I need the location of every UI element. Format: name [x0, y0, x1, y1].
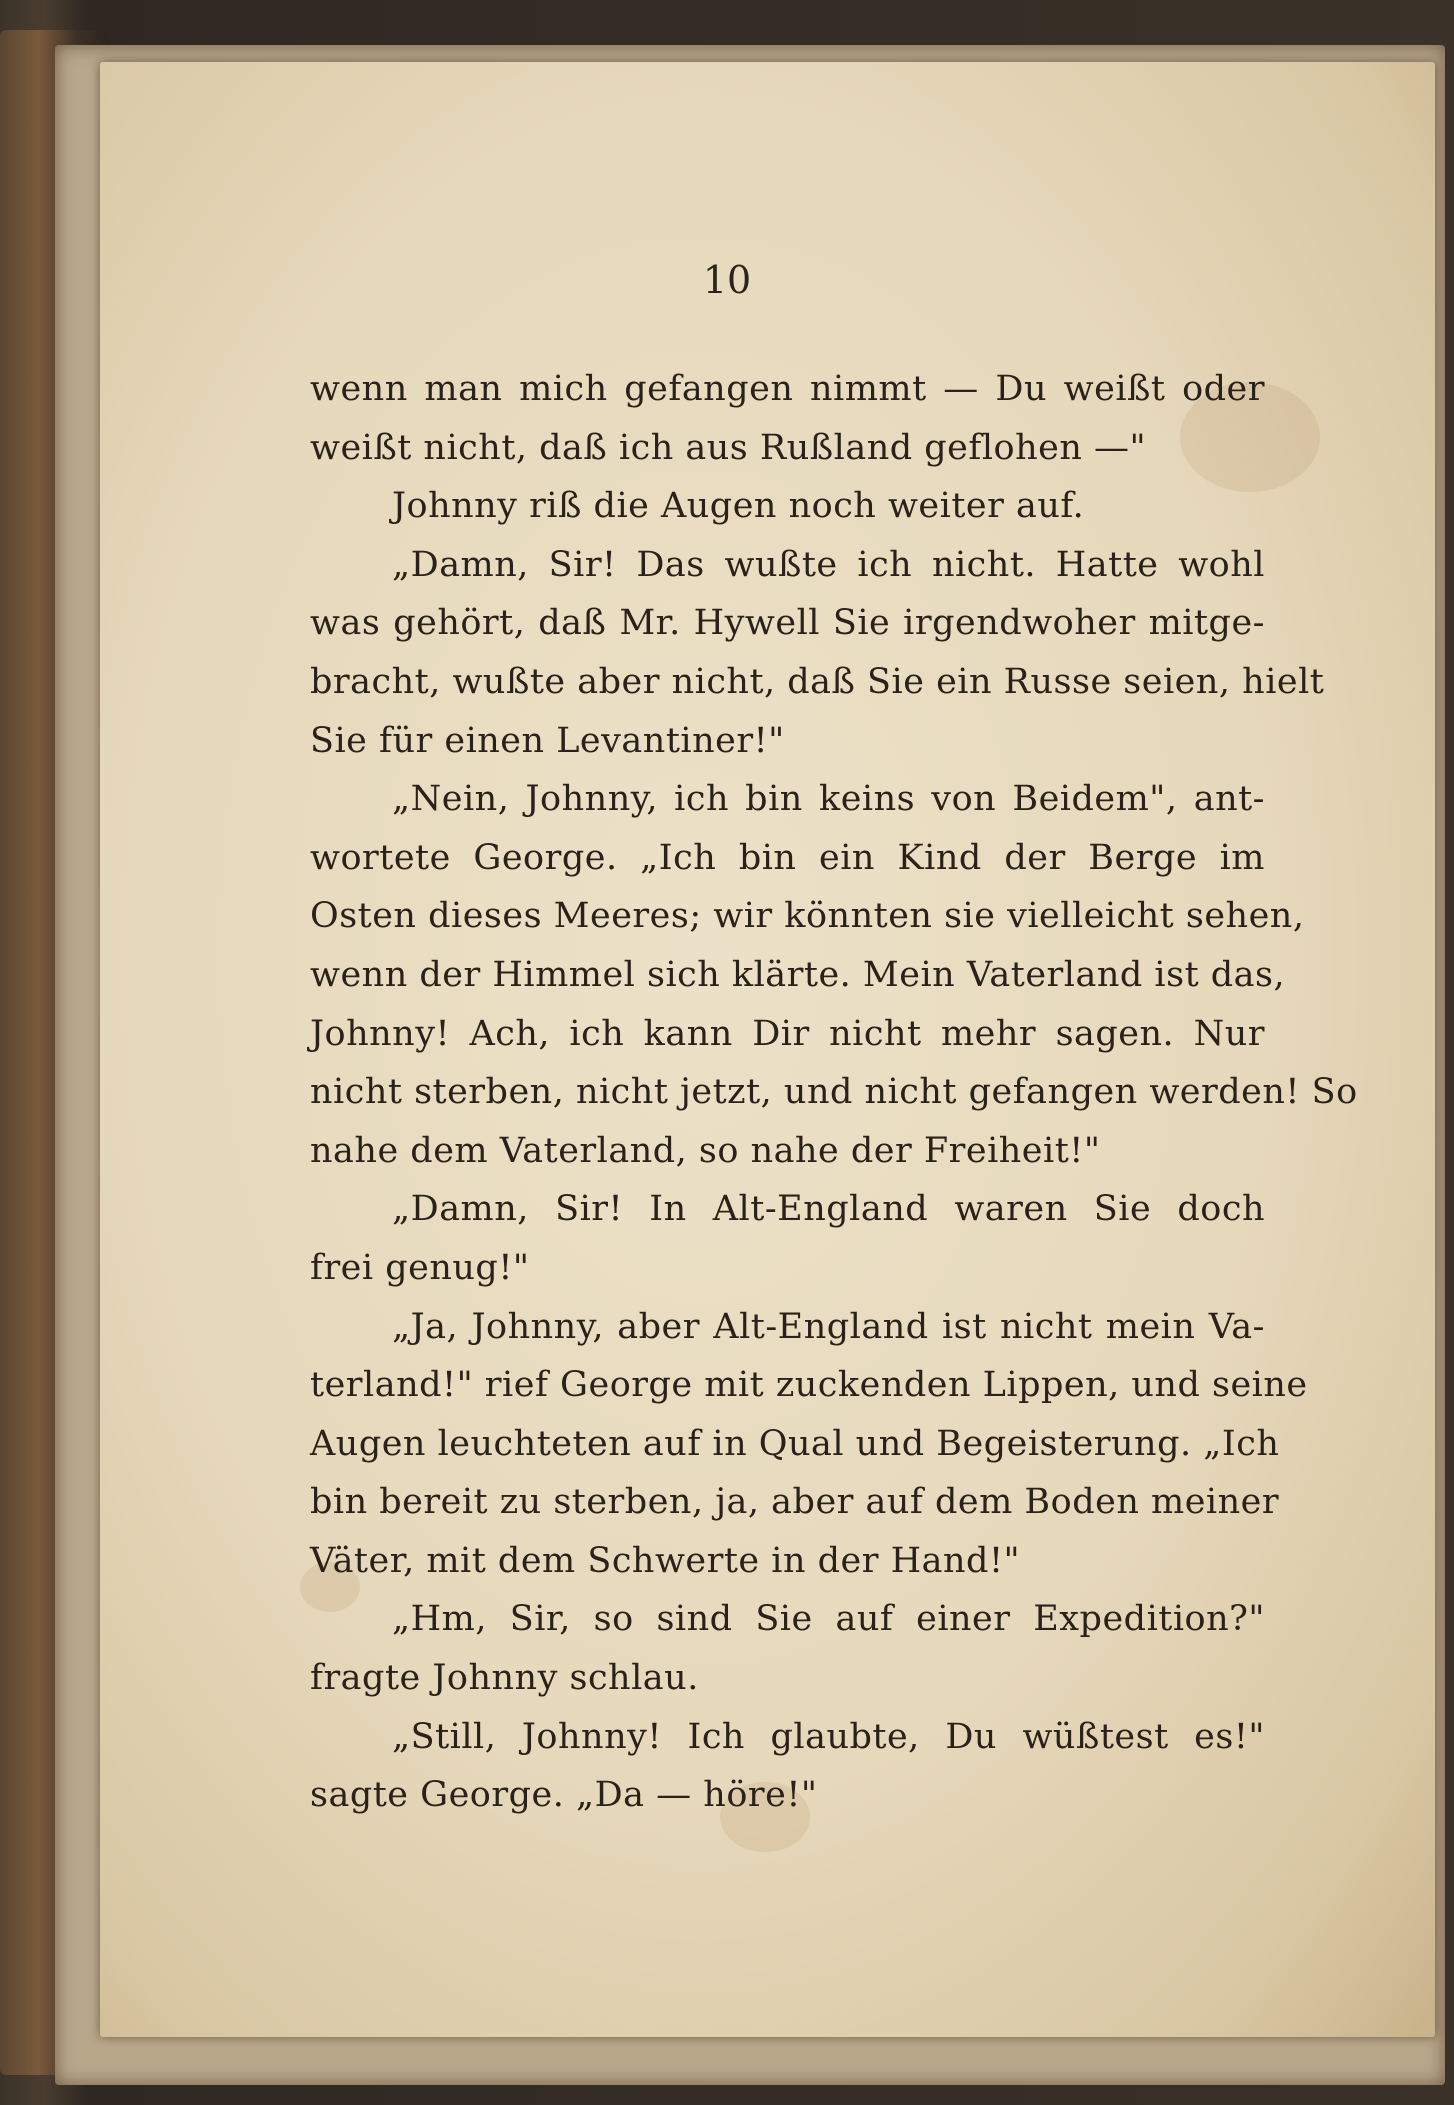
text-line: frei genug!" — [310, 1247, 530, 1288]
text-line: Johnny! Ach, ich kann Dir nicht mehr sagen. Nur — [310, 1013, 1265, 1054]
text-line: Sie für einen Levantiner!" — [310, 720, 785, 761]
text-line: bin bereit zu sterben, ja, aber auf dem Boden meiner — [310, 1482, 1280, 1523]
text-line: Väter, mit dem Schwerte in der Hand!" — [310, 1540, 1021, 1581]
text-line: terland!" rief George mit zuckenden Lippen, und seine — [310, 1365, 1308, 1406]
text-line: Osten dieses Meeres; wir könnten sie vielleicht sehen, — [310, 896, 1305, 937]
text-line: nahe dem Vaterland, so nahe der Freiheit!" — [310, 1130, 1101, 1171]
body-text — [310, 360, 1358, 1825]
text-line: „Damn, Sir! In Alt-England waren Sie doch — [392, 1189, 1265, 1230]
text-line: wenn man mich gefangen nimmt — Du weißt oder — [310, 369, 1265, 409]
text-line: Augen leuchteten auf in Qual und Begeisterung. „Ich — [310, 1423, 1280, 1464]
text-line: wortete George. „Ich bin ein Kind der Berge im — [310, 837, 1265, 878]
text-line: „Nein, Johnny, ich bin keins von Beidem", ant- — [392, 779, 1265, 820]
text-line: „Ja, Johnny, aber Alt-England ist nicht mein Va- — [392, 1306, 1265, 1347]
text-line: „Still, Johnny! Ich glaubte, Du wüßtest es!" — [392, 1716, 1265, 1757]
text-line: wenn der Himmel sich klärte. Mein Vaterland ist das, — [310, 954, 1286, 995]
text-line: bracht, wußte aber nicht, daß Sie ein Russe seien, hielt — [310, 661, 1325, 702]
text-line: „Hm, Sir, so sind Sie auf einer Expedition?" — [392, 1599, 1265, 1640]
text-line: „Damn, Sir! Das wußte ich nicht. Hatte wohl — [392, 544, 1265, 585]
text-line: fragte Johnny schlau. — [310, 1658, 699, 1699]
text-line: nicht sterben, nicht jetzt, und nicht gefangen werden! So — [310, 1072, 1358, 1113]
page-number: 10 — [702, 258, 752, 302]
text-line: Johnny riß die Augen noch weiter auf. — [392, 486, 1085, 527]
text-line: weißt nicht, daß ich aus Rußland geflohen —" — [310, 427, 1147, 468]
text-line: was gehört, daß Mr. Hywell Sie irgendwoher mitge- — [310, 603, 1265, 644]
text-line: sagte George. „Da — höre!" — [310, 1775, 818, 1816]
